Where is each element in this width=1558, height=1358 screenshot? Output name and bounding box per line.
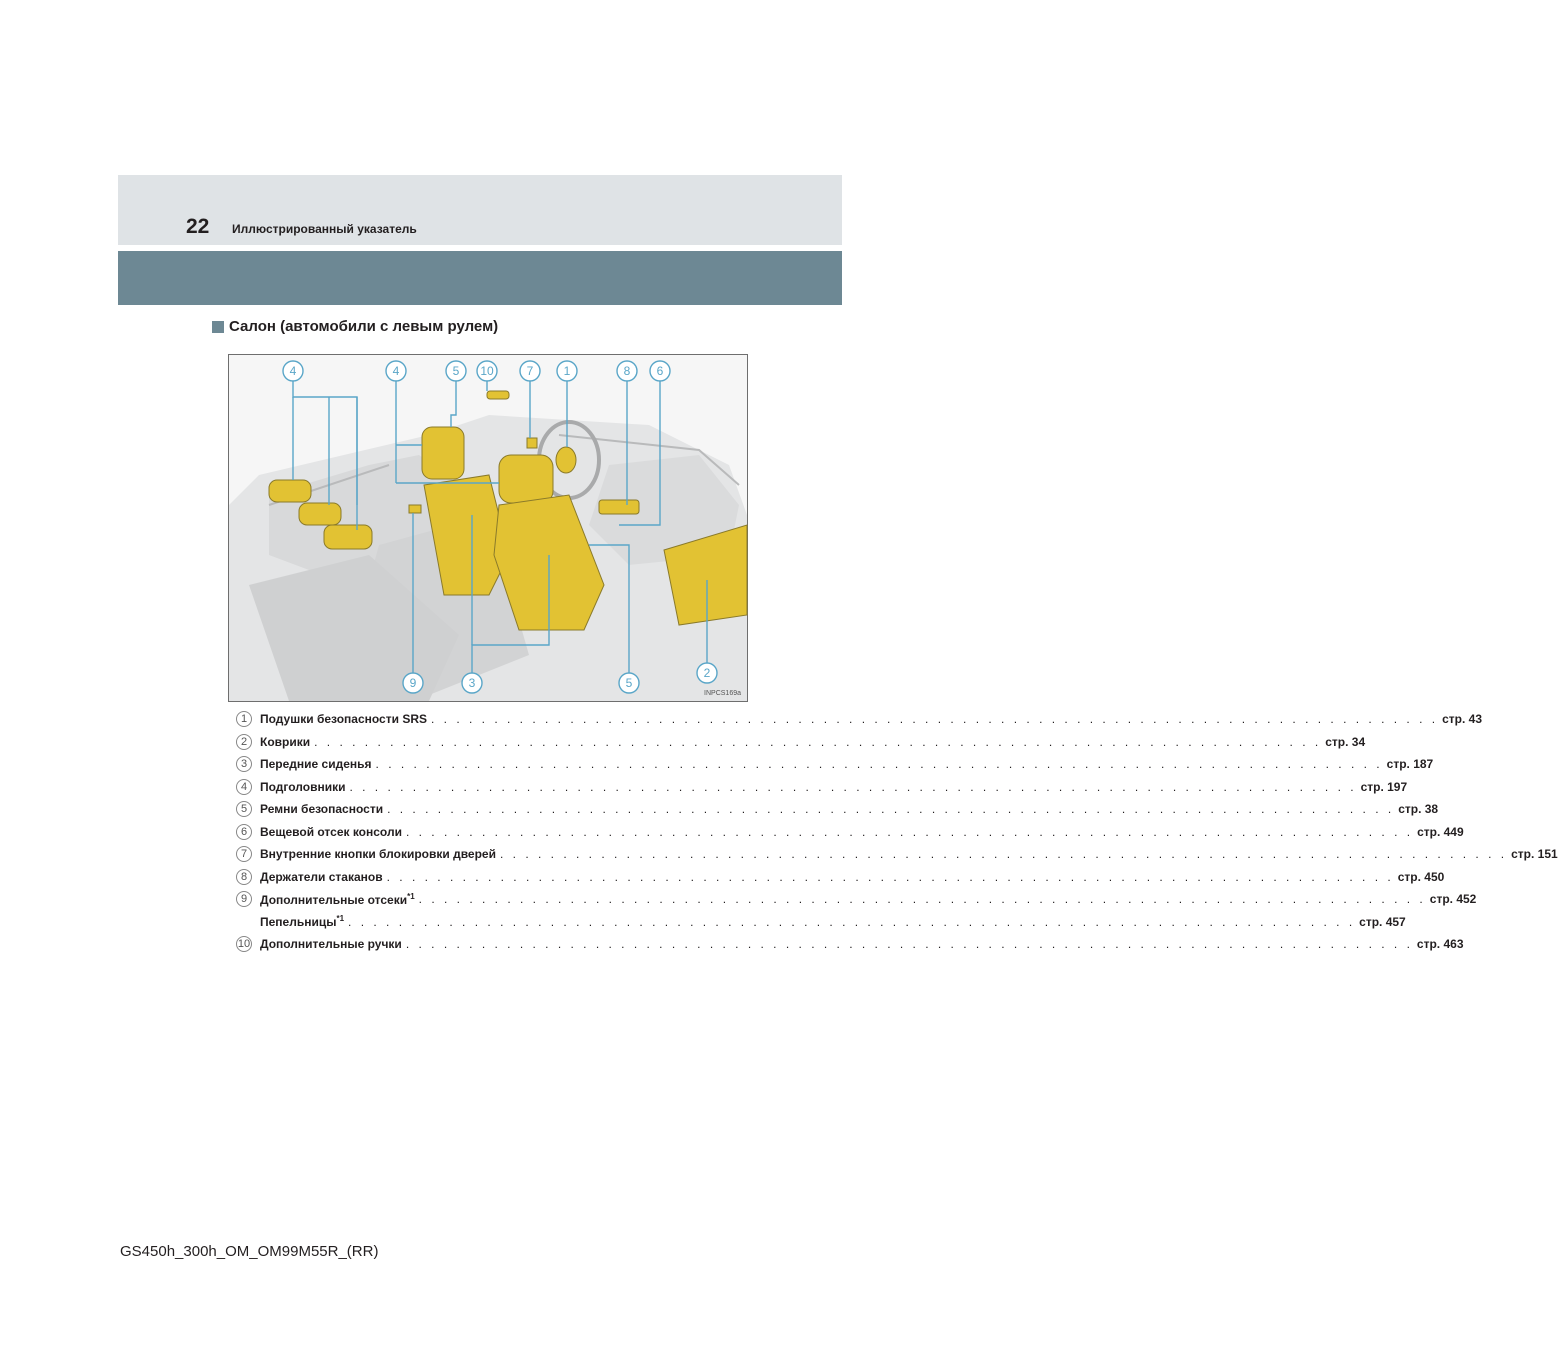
callout-bottom: 5	[625, 676, 633, 690]
item-page-ref: стр. 38	[1398, 802, 1439, 817]
callout-top: 10	[480, 364, 494, 378]
item-label	[260, 914, 344, 929]
callout-top: 4	[289, 364, 297, 378]
item-label-text: Держатели стаканов	[260, 869, 383, 884]
callout-top: 8	[623, 364, 631, 378]
item-leader-dots: . . . . . . . . . . . . . . . . . . . . . . . . . . . . . . . . . . . . . . . . . . . . . . . . . . . . . . . . . . . . . . . . . . . . . . . . . . . . . . . .	[386, 869, 1394, 884]
item-number-badge: 3	[236, 756, 252, 772]
item-label-text: Внутренние кнопки блокировки дверей	[260, 847, 496, 862]
item-page-ref: стр. 151	[1511, 847, 1558, 862]
item-leader-dots: . . . . . . . . . . . . . . . . . . . . . . . . . . . . . . . . . . . . . . . . . . . . . . . . . . . . . . . . . . . . . . . . . . . . . . . . . . . . . . . .	[431, 712, 1439, 727]
list-item	[236, 776, 1408, 799]
item-label-text: Пепельницы	[260, 915, 337, 930]
item-label	[260, 780, 345, 794]
item-page-ref: стр. 197	[1360, 779, 1408, 794]
list-item	[236, 708, 1483, 731]
callout-top: 5	[452, 364, 460, 378]
item-number-badge: 1	[236, 711, 252, 727]
item-leader-dots: . . . . . . . . . . . . . . . . . . . . . . . . . . . . . . . . . . . . . . . . . . . . . . . . . . . . . . . . . . . . . . . . . . . . . . . . . . . . . . . .	[405, 937, 1413, 952]
item-leader-dots: . . . . . . . . . . . . . . . . . . . . . . . . . . . . . . . . . . . . . . . . . . . . . . . . . . . . . . . . . . . . . . . . . . . . . . . . . . . . . . . .	[405, 824, 1414, 839]
item-footnote-mark: *1	[407, 891, 415, 901]
item-label	[260, 870, 383, 884]
interior-drawing	[229, 355, 747, 701]
item-label-text: Подголовники	[260, 779, 346, 794]
page-number: 22	[186, 215, 210, 238]
item-leader-dots: . . . . . . . . . . . . . . . . . . . . . . . . . . . . . . . . . . . . . . . . . . . . . . . . . . . . . . . . . . . . . . . . . . . . . . . . . . . . . . . .	[387, 802, 1395, 817]
list-item	[236, 933, 1464, 956]
item-page-ref: стр. 457	[1359, 914, 1406, 929]
item-label	[260, 937, 402, 951]
item-label-text: Коврики	[260, 734, 311, 749]
item-page-ref: стр. 463	[1416, 937, 1464, 952]
item-page-ref: стр. 43	[1442, 712, 1483, 727]
item-leader-dots: . . . . . . . . . . . . . . . . . . . . . . . . . . . . . . . . . . . . . . . . . . . . . . . . . . . . . . . . . . . . . . . . . . . . . . . . . . . . . . . .	[375, 757, 1383, 772]
item-page-ref: стр. 452	[1429, 892, 1477, 907]
interior-illustration	[228, 354, 748, 702]
list-item	[236, 821, 1464, 844]
item-page-ref: стр. 187	[1386, 757, 1434, 772]
item-label	[260, 802, 383, 816]
header-title: Иллюстрированный указатель	[232, 222, 417, 236]
item-label-text: Дополнительные ручки	[260, 937, 402, 952]
item-leader-dots: . . . . . . . . . . . . . . . . . . . . . . . . . . . . . . . . . . . . . . . . . . . . . . . . . . . . . . . . . . . . . . . . . . . . . . . . . . . . . . . .	[348, 914, 1356, 929]
item-leader-dots: . . . . . . . . . . . . . . . . . . . . . . . . . . . . . . . . . . . . . . . . . . . . . . . . . . . . . . . . . . . . . . . . . . . . . . . . . . . . . . . .	[499, 847, 1508, 862]
item-number-badge: 6	[236, 824, 252, 840]
callout-top: 7	[526, 364, 534, 378]
item-number-badge: 8	[236, 869, 252, 885]
item-label	[260, 735, 310, 749]
item-list	[236, 708, 1558, 956]
item-label	[260, 757, 372, 771]
section-heading	[212, 318, 498, 335]
item-page-ref: стр. 449	[1417, 824, 1464, 839]
item-label	[260, 712, 427, 726]
item-number-badge	[236, 914, 252, 930]
list-item	[236, 888, 1477, 911]
item-leader-dots: . . . . . . . . . . . . . . . . . . . . . . . . . . . . . . . . . . . . . . . . . . . . . . . . . . . . . . . . . . . . . . . . . . . . . . . . . . . . . . . .	[418, 892, 1426, 907]
list-item	[236, 866, 1445, 889]
footer-doc-id: GS450h_300h_OM_OM99M55R_(RR)	[120, 1243, 379, 1260]
header-band	[118, 251, 842, 305]
item-leader-dots: . . . . . . . . . . . . . . . . . . . . . . . . . . . . . . . . . . . . . . . . . . . . . . . . . . . . . . . . . . . . . . . . . . . . . . . . . . . . . . . .	[349, 779, 1357, 794]
item-number-badge: 2	[236, 734, 252, 750]
item-number-badge: 7	[236, 846, 252, 862]
item-footnote-mark: *1	[336, 914, 345, 924]
item-number-badge: 5	[236, 801, 252, 817]
list-item	[236, 843, 1558, 866]
item-label	[260, 892, 415, 907]
list-item	[236, 911, 1406, 934]
item-label	[260, 847, 496, 861]
figure-code: INPCS169a	[704, 690, 741, 697]
item-label-text: Передние сиденья	[260, 757, 372, 772]
callout-bottom: 2	[703, 666, 711, 680]
item-leader-dots: . . . . . . . . . . . . . . . . . . . . . . . . . . . . . . . . . . . . . . . . . . . . . . . . . . . . . . . . . . . . . . . . . . . . . . . . . . . . . . . .	[314, 734, 1322, 749]
list-item	[236, 753, 1434, 776]
section-square-icon	[212, 321, 224, 333]
item-label-text: Ремни безопасности	[260, 802, 384, 817]
callout-bottom: 9	[409, 676, 417, 690]
item-page-ref: стр. 450	[1397, 869, 1445, 884]
callout-top: 4	[392, 364, 400, 378]
item-number-badge: 9	[236, 891, 252, 907]
item-number-badge: 4	[236, 779, 252, 795]
list-item	[236, 798, 1439, 821]
item-label-text: Дополнительные отсеки	[260, 892, 408, 907]
item-label-text: Подушки безопасности SRS	[260, 712, 427, 727]
header-top-bar	[118, 175, 842, 245]
section-title: Салон (автомобили с левым рулем)	[229, 318, 499, 335]
item-label	[260, 825, 402, 839]
item-label-text: Вещевой отсек консоли	[260, 824, 402, 839]
callout-bottom: 3	[468, 676, 476, 690]
list-item	[236, 731, 1366, 754]
item-page-ref: стр. 34	[1325, 734, 1366, 749]
item-number-badge: 10	[237, 938, 251, 951]
callout-top: 1	[563, 364, 571, 378]
callout-top: 6	[656, 364, 664, 378]
